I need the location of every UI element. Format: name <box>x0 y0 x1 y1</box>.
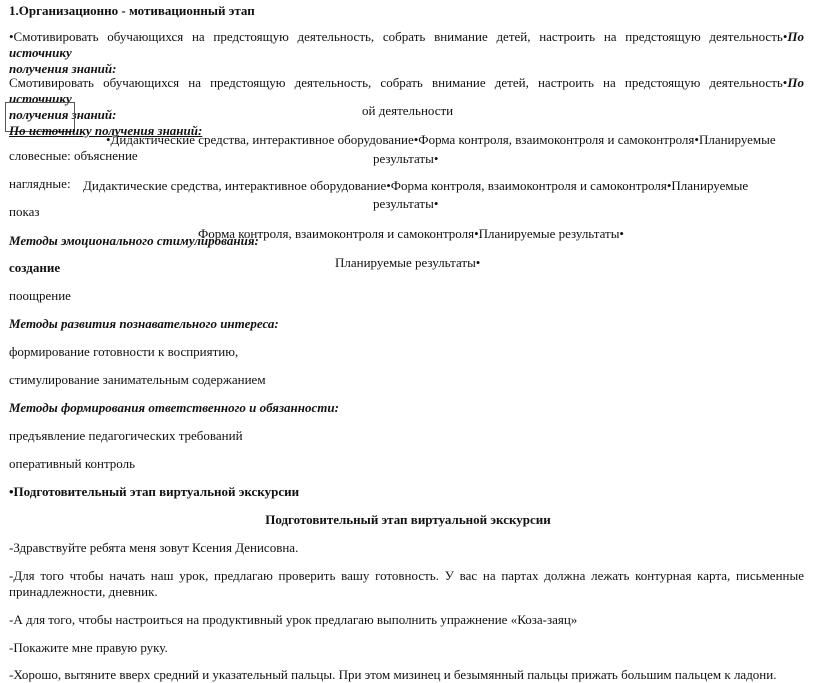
greeting-line: -Здравствуйте ребята меня зовут Ксения Денисовна. <box>9 540 299 555</box>
cognitive-methods-heading: Методы развития познавательного интереса: <box>9 316 279 331</box>
source-label: По источнику <box>9 75 804 106</box>
motivation-text: •Смотивировать обучающихся на предстоящую деятельность, собрать внимание детей, настроить на предстоящую деятельность• <box>9 29 788 44</box>
overlay-activity-text: ой деятельности <box>362 103 454 118</box>
readiness-method: формирование готовности к восприятию, <box>9 344 239 359</box>
readiness-check-line-2: принадлежности, дневник. <box>9 584 158 599</box>
overlay-tools-text-b: Дидактические средства, интерактивное оборудование•Форма контроля, взаимоконтроля и самоконтроля•Планируемые <box>83 178 749 193</box>
verbal-method: словесные: объяснение <box>9 148 138 163</box>
overlay-results-text-b: результаты• <box>373 196 439 211</box>
motivation-paragraph-1 <box>9 29 804 77</box>
right-hand-line: -Покажите мне правую руку. <box>9 640 168 655</box>
prep-stage-bullet: •Подготовительный этап виртуальной экскурсии <box>9 484 300 499</box>
show-method: показ <box>9 204 40 219</box>
source-label: По источнику <box>9 29 804 60</box>
control-method: оперативный контроль <box>9 456 136 471</box>
source-heading: По источнику получения знаний: <box>9 123 203 138</box>
exercise-line: -А для того, чтобы настроиться на продуктивный урок предлагаю выполнить упражнение «Коза-заяц» <box>9 612 578 627</box>
source-label-cont: получения знаний: <box>9 107 117 122</box>
readiness-check-paragraph <box>9 568 804 600</box>
overlay-results-text-d: Планируемые результаты• <box>335 255 481 270</box>
fingers-line: -Хорошо, вытяните вверх средний и указательный пальцы. При этом мизинец и безымянный пальцы прижать большим пальцем к ладони. <box>9 667 777 682</box>
visual-method: наглядные: <box>9 176 71 191</box>
requirements-method: предъявление педагогических требований <box>9 428 243 443</box>
overlay-tools-text-a: •Дидактические средства, интерактивное оборудование•Форма контроля, взаимоконтроля и самоконтроля•Планируемые <box>106 132 776 147</box>
emotional-methods-heading: Методы эмоционального стимулирования: <box>9 233 259 248</box>
readiness-check-line-1: -Для того чтобы начать наш урок, предлагаю проверить вашу готовность. У вас на партах должна лежать контурная карта, письменные <box>9 568 804 583</box>
responsibility-methods-heading: Методы формирования ответственного и обязанности: <box>9 400 339 415</box>
stimulation-method: стимулирование занимательным содержанием <box>9 372 266 387</box>
overlay-results-text-a: результаты• <box>373 151 439 166</box>
creation-method: создание <box>9 260 61 275</box>
prep-stage-title: Подготовительный этап виртуальной экскурсии <box>265 512 551 527</box>
overlay-control-text: Форма контроля, взаимоконтроля и самоконтроля•Планируемые результаты• <box>198 226 624 241</box>
source-label-cont: получения знаний: <box>9 61 117 76</box>
stage-title: 1.Организационно - мотивационный этап <box>9 3 255 18</box>
motivation-text: Смотивировать обучающихся на предстоящую деятельность, собрать внимание детей, настроить на предстоящую деятельность• <box>9 75 788 90</box>
encouragement-method: поощрение <box>9 288 71 303</box>
